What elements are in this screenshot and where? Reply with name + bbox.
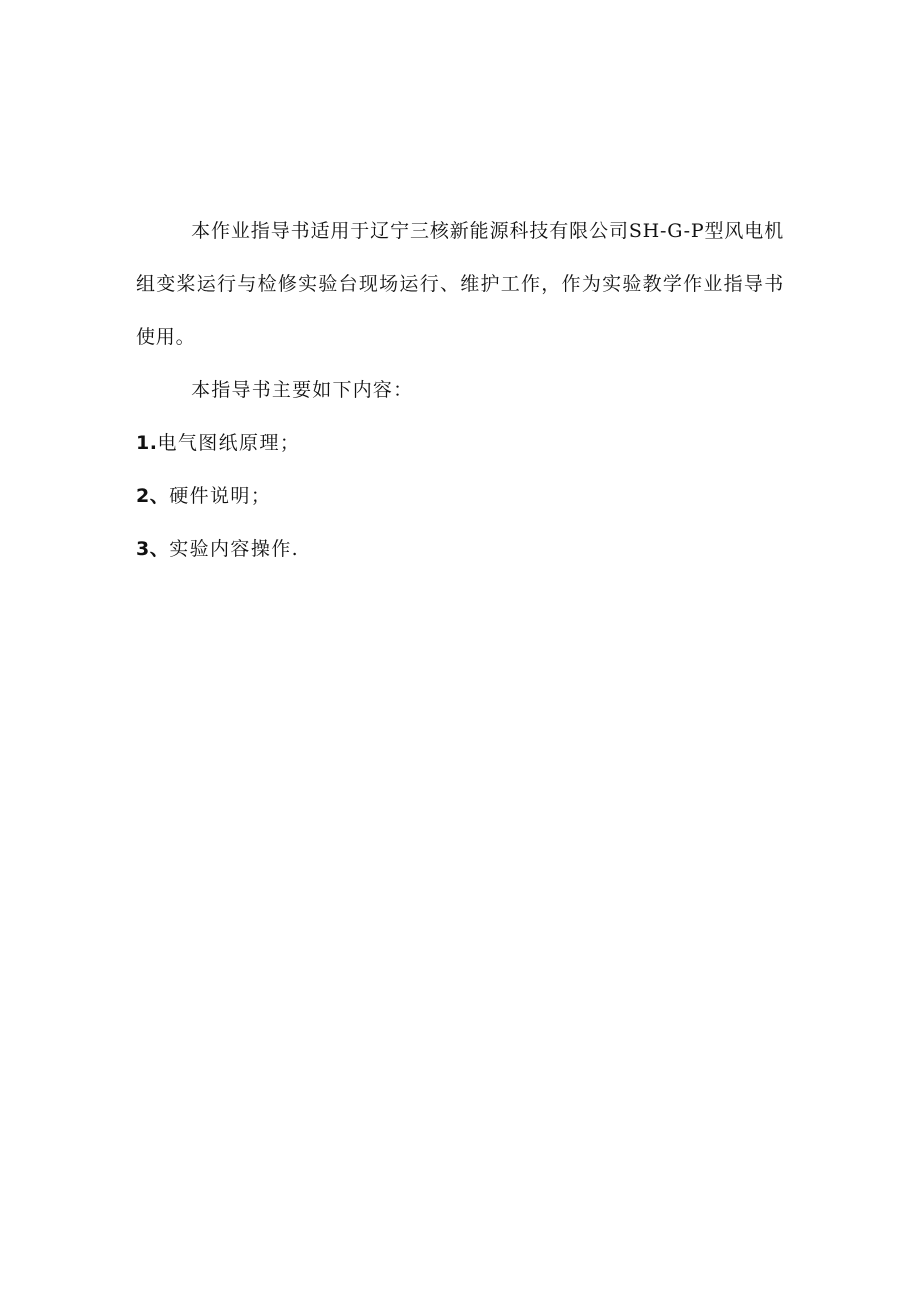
list-item-number: 3、 [136,538,170,560]
list-item [136,470,784,523]
document-body [136,205,784,576]
list-item-text: 硬件说明； [169,485,272,507]
list-item-number: 1. [136,432,158,454]
intro-paragraph: 本作业指导书适用于辽宁三核新能源科技有限公司SH-G-P型风电机组变桨运行与检修实验台现场运行、维护工作，作为实验教学作业指导书使用。 [136,220,784,348]
list-item-number: 2、 [136,485,170,507]
list-item [136,523,784,576]
contents-intro: 本指导书主要如下内容： [191,379,414,401]
list-item-text: 实验内容操作. [169,538,300,560]
list-item-text: 电气图纸原理； [157,432,301,454]
contents-list [136,417,784,576]
list-item [136,417,784,470]
